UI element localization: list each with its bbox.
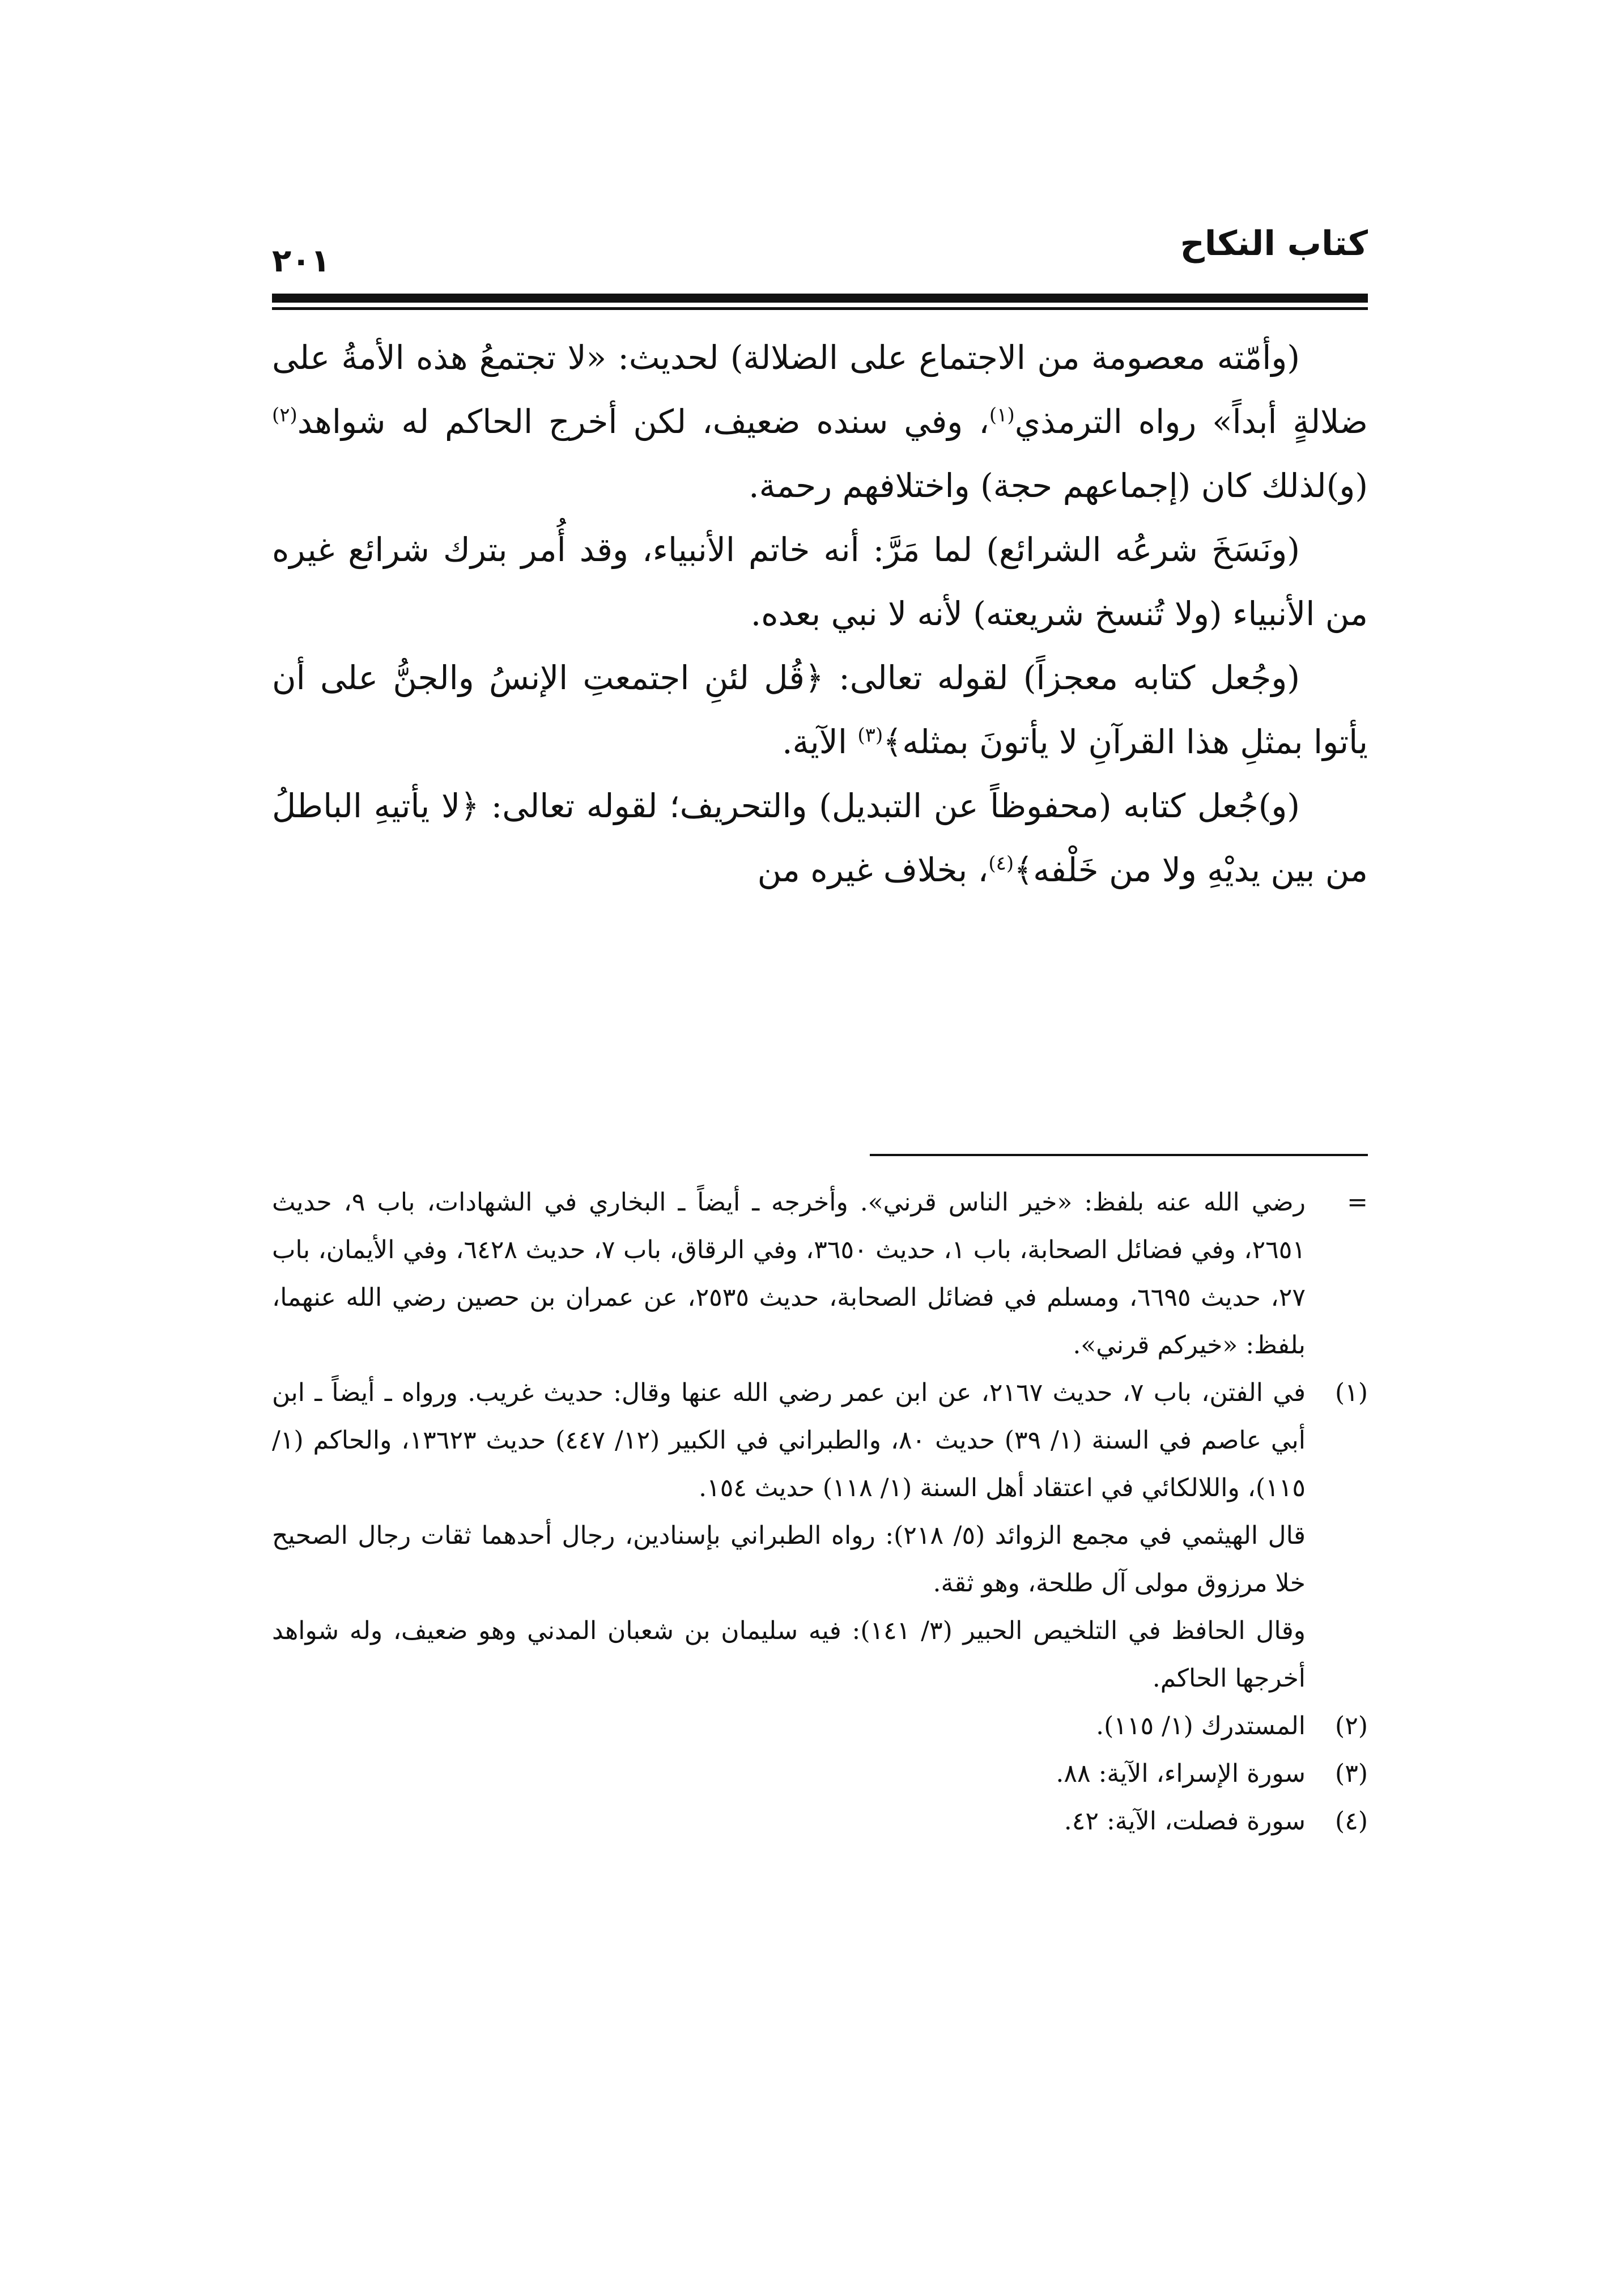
footnote-text: المستدرك (١/ ١١٥). [1096, 1712, 1306, 1740]
paragraph-text: (و)جُعل كتابه (محفوظاً عن التبديل) والتحريف؛ لقوله تعالى: ﴿لا يأتيهِ الباطلُ من بين يديْهِ ولا من خَلْفه﴾ [272, 787, 1368, 889]
footnote-3 [272, 1750, 1368, 1798]
paragraph-text: (و)لذلك كان (إجماعهم حجة) واختلافهم رحمة. [749, 466, 1368, 505]
paragraph-text: ، بخلاف غيره من [757, 851, 989, 889]
footnote-continued [272, 1179, 1368, 1369]
paragraph-ummah [272, 326, 1368, 518]
paragraph-text: (ونَسَخَ شرعُه الشرائع) لما مَرَّ: أنه خاتم الأنبياء، وقد أُمر بترك شرائع غيره من الأنبياء (ولا تُنسخ شريعته) لأنه لا نبي بعده. [272, 530, 1368, 633]
footnote-text: سورة فصلت، الآية: ٤٢. [1064, 1807, 1306, 1836]
paragraph-miracle [272, 646, 1368, 774]
paragraph-preserved [272, 774, 1368, 902]
paragraph-text: ، وفي سنده ضعيف، لكن أخرج الحاكم له شواهد [297, 402, 989, 441]
paragraph-text: (وأمّته معصومة من الاجتماع على الضلالة) لحديث: «لا تجتمعُ هذه الأمةُ على ضلالةٍ أبداً» رواه الترمذي [272, 338, 1368, 441]
footnote-ref: (١) [989, 404, 1015, 427]
footnote-4 [272, 1798, 1368, 1845]
footnote-ref: (٢) [272, 404, 297, 427]
footnote-1-para-3: وقال الحافظ في التلخيص الحبير (٣/ ١٤١): فيه سليمان بن شعبان المدني وهو ضعيف، وله شواهد أخرجها الحاكم. [272, 1616, 1306, 1693]
footnote-text: رضي الله عنه بلفظ: «خير الناس قرني». وأخرجه ـ أيضاً ـ البخاري في الشهادات، باب ٩، حديث ٢٦٥١، وفي فضائل الصحابة، باب ١، حديث ٣٦٥٠، وفي الرقاق، باب ٧، حديث ٦٤٢٨، وفي الأيمان، باب ٢٧، حديث ٦٦٩٥، ومسلم في فضائل الصحابة، حديث ٢٥٣٥، عن عمران بن حصين رضي الله عنهما، بلفظ: «خيركم قرني». [272, 1188, 1306, 1360]
footnote-label: (٢) [1335, 1712, 1368, 1740]
footnote-1-para-2: قال الهيثمي في مجمع الزوائد (٥/ ٢١٨): رواه الطبراني بإسنادين، رجال أحدهما ثقات رجال الصحيح خلا مرزوق مولى آل طلحة، وهو ثقة. [272, 1521, 1306, 1598]
footnote-ref: (٣) [857, 724, 883, 747]
footnote-label: = [1347, 1188, 1368, 1217]
page-number: ٢٠١ [272, 243, 330, 279]
paragraph-text: (وجُعل كتابه معجزاً) لقوله تعالى: ﴿قُل لئنِ اجتمعتِ الإنسُ والجنُّ على أن يأتوا بمثلِ هذا القرآنِ لا يأتونَ بمثله﴾ [272, 659, 1368, 761]
page-header [272, 210, 1368, 295]
footnote-label: (٣) [1335, 1759, 1368, 1788]
footnote-label: (٤) [1335, 1807, 1368, 1836]
footnote-2 [272, 1702, 1368, 1750]
header-rule-thin [272, 307, 1368, 310]
footnote-separator [870, 1154, 1368, 1156]
paragraph-text: الآية. [782, 723, 858, 761]
main-text [272, 326, 1368, 902]
footnote-text: سورة الإسراء، الآية: ٨٨. [1056, 1759, 1306, 1788]
footnote-1 [272, 1369, 1368, 1512]
running-title: كتاب النكاح [1180, 224, 1368, 264]
footnote-text: في الفتن، باب ٧، حديث ٢١٦٧، عن ابن عمر رضي الله عنها وقال: حديث غريب. ورواه ـ أيضاً ـ ابن أبي عاصم في السنة (١/ ٣٩) حديث ٨٠، والطبراني في الكبير (١٢/ ٤٤٧) حديث ١٣٦٢٣، والحاكم (١/ ١١٥)، واللالكائي في اعتقاد أهل السنة (١/ ١١٨) حديث ١٥٤. [272, 1378, 1306, 1502]
header-rule-thick [272, 294, 1368, 303]
footnote-label: (١) [1335, 1378, 1368, 1407]
footnotes [272, 1179, 1368, 1845]
paragraph-naskh [272, 518, 1368, 646]
footnote-ref: (٤) [988, 852, 1014, 875]
